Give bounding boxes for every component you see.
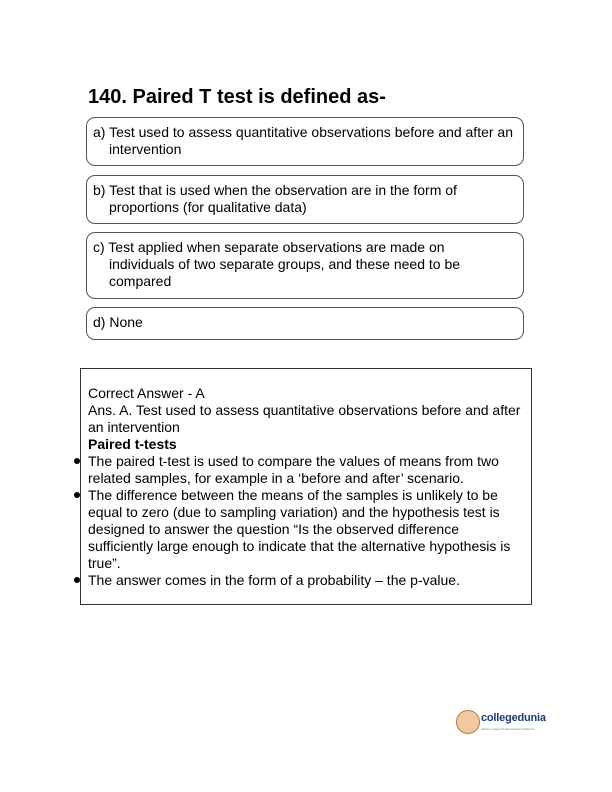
option-c[interactable] (86, 232, 524, 299)
bullet-icon (74, 577, 80, 583)
answer-heading: Paired t-tests (88, 436, 177, 452)
option-b[interactable] (86, 175, 524, 224)
option-c-label: c) Test applied when separate observations are made on individuals of two separate groups, and these need to be compared (93, 239, 461, 289)
bullet-icon (74, 492, 80, 498)
logo-name: collegedunia (481, 712, 546, 724)
bullet-text: The difference between the means of the samples is unlikely to be equal to zero (due to sampling variation) and the hypothesis test is designed to answer the question “Is the observed difference sufficiently large enough to indicate that the alternative hypothesis is true”. (88, 487, 511, 571)
option-a-label: a) Test used to assess quantitative observations before and after an intervention (93, 124, 513, 157)
bullet-text: The answer comes in the form of a probability – the p-value. (88, 572, 460, 588)
list-item (88, 453, 525, 487)
answer-box (80, 368, 532, 605)
collegedunia-logo (456, 706, 560, 740)
bullet-text: The paired t-test is used to compare the values of means from two related samples, for example in a ‘before and after’ scenario. (88, 453, 499, 486)
correct-answer: Correct Answer - A (88, 385, 205, 401)
option-a[interactable] (86, 117, 524, 166)
list-item (88, 572, 525, 589)
option-d[interactable] (86, 307, 524, 340)
bullet-icon (74, 458, 80, 464)
question-title: 140. Paired T test is defined as- (88, 86, 386, 108)
option-d-label: d) None (93, 314, 143, 330)
answer-explanation: Ans. A. Test used to assess quantitative observations before and after an intervention (88, 402, 521, 435)
answer-bullet-list (88, 453, 525, 589)
list-item (88, 487, 525, 572)
student-mascot-icon (456, 710, 480, 734)
logo-tagline: India's Largest Student Review Platform (481, 727, 535, 731)
option-b-label: b) Test that is used when the observation are in the form of proportions (for qualitative data) (93, 182, 457, 215)
